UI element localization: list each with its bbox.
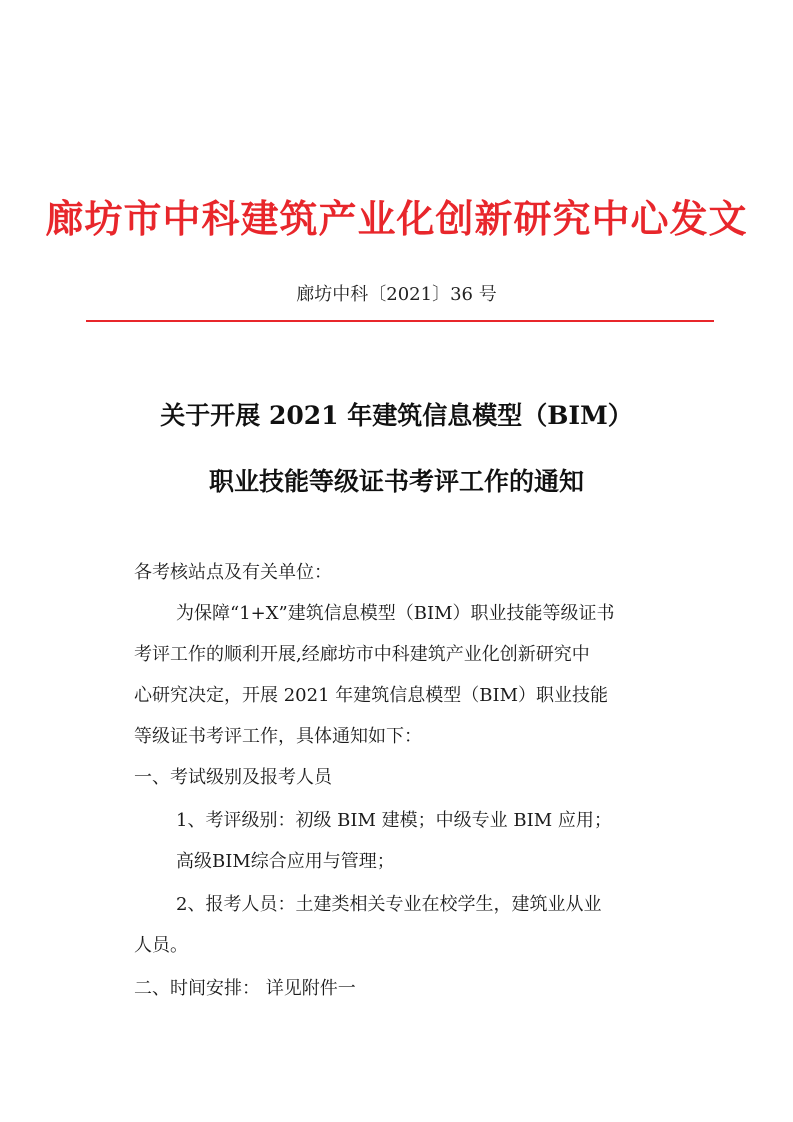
section-2-heading: 二、时间安排： 详见附件一	[134, 978, 356, 999]
intro-line-1: 为保障“1+X”建筑信息模型（BIM）职业技能等级证书	[176, 603, 615, 624]
salutation: 各考核站点及有关单位：	[134, 562, 332, 583]
notice-title-line-1: 关于开展 2021 年建筑信息模型（BIM）	[160, 401, 633, 430]
section-1-item-2-line-1: 2、报考人员：土建类相关专业在校学生，建筑业从业	[176, 894, 602, 915]
intro-line-4: 等级证书考评工作，具体通知如下：	[134, 726, 422, 747]
section-1-item-1-line-2: 高级BIM综合应用与管理；	[176, 851, 395, 872]
intro-line-3: 心研究决定，开展 2021 年建筑信息模型（BIM）职业技能	[134, 685, 609, 706]
red-divider-line	[86, 320, 714, 322]
intro-line-2: 考评工作的顺利开展,经廊坊市中科建筑产业化创新研究中	[134, 644, 590, 665]
section-1-heading: 一、考试级别及报考人员	[134, 767, 332, 788]
notice-title-line-2: 职业技能等级证书考评工作的通知	[208, 467, 584, 496]
document-number: 廊坊中科〔2021〕36 号	[296, 284, 497, 305]
section-1-item-1-line-1: 1、考评级别：初级 BIM 建模；中级专业 BIM 应用；	[176, 810, 612, 831]
section-1-item-2-line-2: 人员。	[134, 935, 188, 956]
issuing-organization-title: 廊坊市中科建筑产业化创新研究中心发文	[45, 196, 748, 241]
